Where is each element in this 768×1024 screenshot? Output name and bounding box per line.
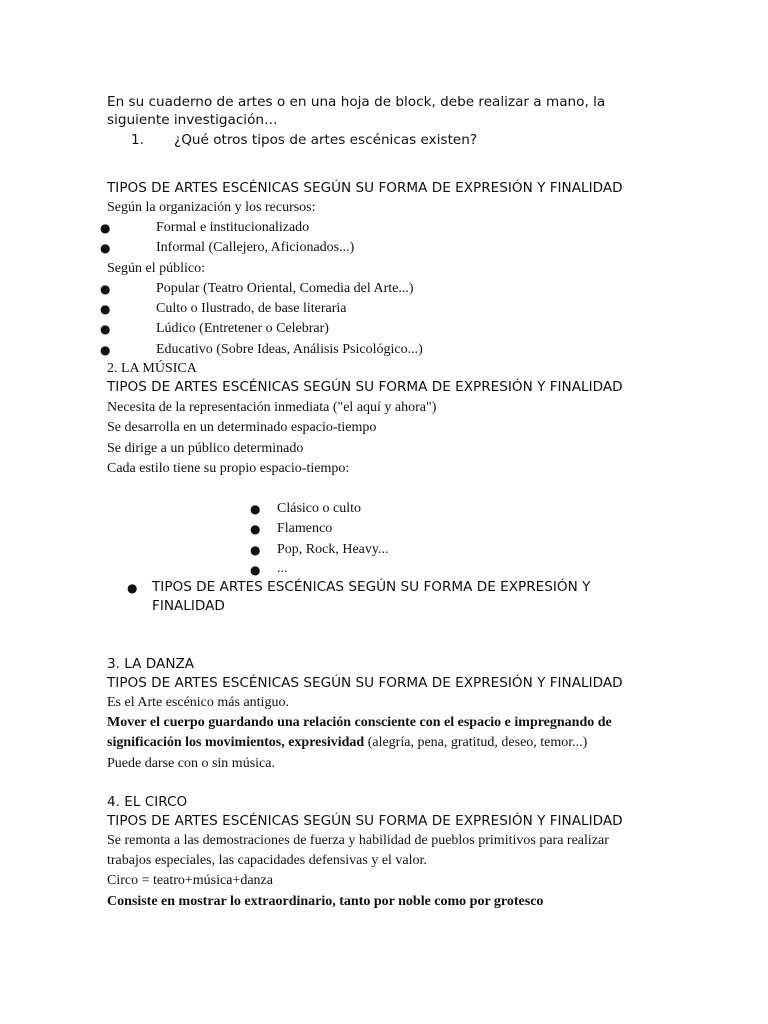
musica-extra-heading-2: FINALIDAD [152,598,225,614]
danza-bold-text-1: Mover el cuerpo guardando una relación consciente con el espacio e impregnando de [107,715,612,730]
bullet-icon: ● [127,581,138,595]
public-item-popular: Popular (Teatro Oriental, Comedia del Arte...) [156,281,414,296]
danza-title: 3. LA DANZA [107,656,195,672]
danza-normal-text: (alegría, pena, gratitud, deseo, temor...) [364,735,588,750]
style-flamenco: Flamenco [277,521,333,536]
musica-extra-heading-1: TIPOS DE ARTES ESCÉNICAS SEGÚN SU FORMA DE EXPRESIÓN Y [152,579,591,595]
org-item-informal: Informal (Callejero, Aficionados...) [156,240,355,255]
question-number: 1. [131,132,144,148]
danza-line-1: Es el Arte escénico más antiguo. [107,695,289,710]
circo-line-3: Circo = teatro+música+danza [107,873,273,888]
intro-line-2: siguiente investigación… [107,112,278,128]
org-item-formal: Formal e institucionalizado [156,220,310,235]
danza-heading: TIPOS DE ARTES ESCÉNICAS SEGÚN SU FORMA DE EXPRESIÓN Y FINALIDAD [107,675,623,691]
bullet-icon: ● [100,322,111,336]
style-ellipsis: ... [277,561,288,576]
danza-bold-line [107,713,612,733]
intro-line-1: En su cuaderno de artes o en una hoja de block, debe realizar a mano, la [107,94,606,110]
circo-bold-text: Consiste en mostrar lo extraordinario, tanto por noble como por grotesco [107,894,544,909]
bullet-icon: ● [250,522,261,536]
circo-heading: TIPOS DE ARTES ESCÉNICAS SEGÚN SU FORMA DE EXPRESIÓN Y FINALIDAD [107,813,623,829]
public-item-culto: Culto o Ilustrado, de base literaria [156,301,347,316]
musica-heading: TIPOS DE ARTES ESCÉNICAS SEGÚN SU FORMA DE EXPRESIÓN Y FINALIDAD [107,379,623,395]
musica-line-4: Cada estilo tiene su propio espacio-tiempo: [107,461,350,476]
bullet-icon: ● [250,502,261,516]
style-pop: Pop, Rock, Heavy... [277,542,389,557]
danza-line-4: Puede darse con o sin música. [107,756,275,771]
circo-line-2: trabajos especiales, las capacidades defensivas y el valor. [107,853,427,868]
style-clasico: Clásico o culto [277,501,361,516]
danza-bold-text-2: significación los movimientos, expresividad [107,735,365,750]
musica-title: 2. LA MÚSICA [107,361,197,376]
section1-heading: TIPOS DE ARTES ESCÉNICAS SEGÚN SU FORMA DE EXPRESIÓN Y FINALIDAD [107,180,623,196]
musica-line-3: Se dirige a un público determinado [107,441,304,456]
musica-line-1: Necesita de la representación inmediata ("el aquí y ahora") [107,400,437,415]
public-item-educativo: Educativo (Sobre Ideas, Análisis Psicológico...) [156,342,423,357]
circo-title: 4. EL CIRCO [107,794,188,810]
bullet-icon: ● [100,241,111,255]
bullet-icon: ● [100,302,111,316]
bullet-icon: ● [100,282,111,296]
bullet-icon: ● [250,563,261,577]
circo-line-1: Se remonta a las demostraciones de fuerza y habilidad de pueblos primitivos para realizar [107,833,609,848]
danza-mixed-line [107,733,587,753]
organization-label: Según la organización y los recursos: [107,200,316,215]
circo-bold-line [107,892,543,912]
public-item-ludico: Lúdico (Entretener o Celebrar) [156,321,329,336]
bullet-icon: ● [100,343,111,357]
bullet-icon: ● [250,543,261,557]
question-text: ¿Qué otros tipos de artes escénicas existen? [174,132,478,148]
public-label: Según el público: [107,261,205,276]
bullet-icon: ● [100,221,111,235]
musica-line-2: Se desarrolla en un determinado espacio-tiempo [107,420,377,435]
